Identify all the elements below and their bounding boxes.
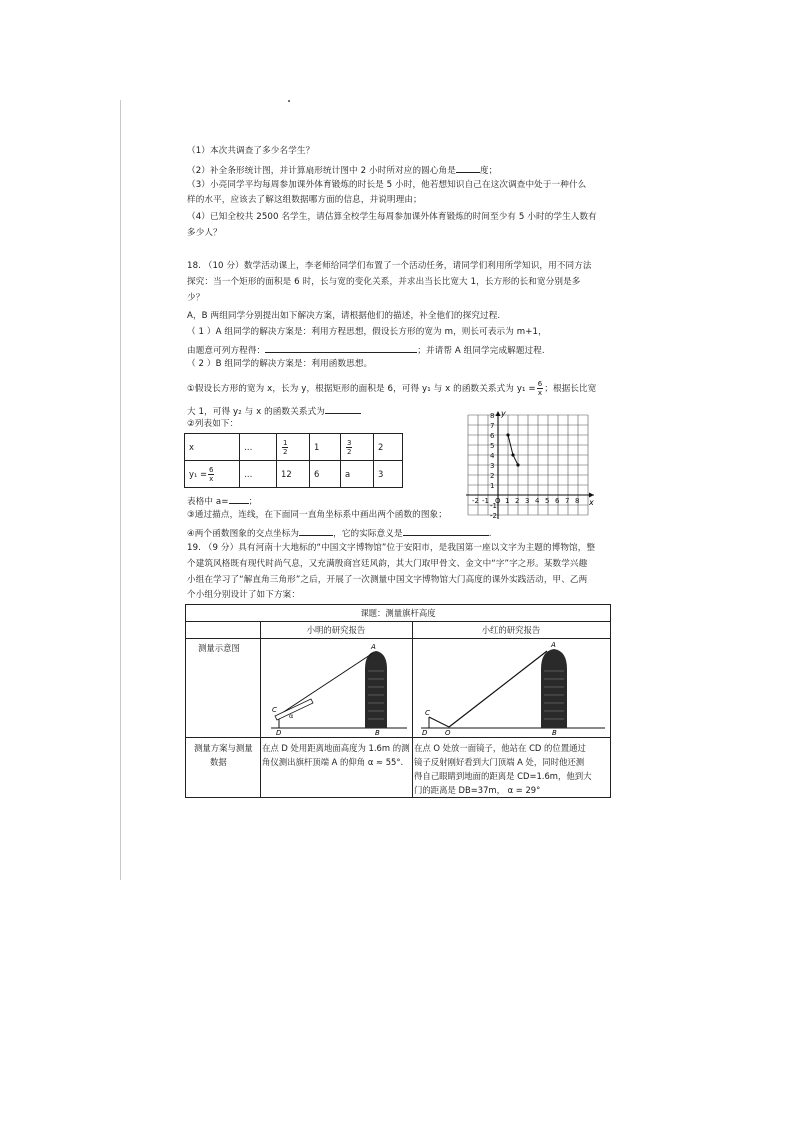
table-cell [277, 434, 310, 461]
q17-part4-line1: （4）已知全校共 2500 名学生，请估算全校学生每周参加课外体育锻炼的时间至少有 5 小时的学生人数有 [187, 212, 597, 222]
diagram-row-label: 测量示意图 [198, 643, 240, 653]
equation-suffix: ；并请帮 A 组同学完成解题过程. [417, 346, 545, 356]
step4-text-mid: ，它的实际意义是 [333, 529, 403, 539]
xiaohong-method-line1: 在点 O 处放一面镜子，他站在 CD 的位置通过 [414, 743, 586, 753]
divider [186, 621, 610, 622]
x-tick-label: 8 [575, 497, 580, 505]
hyperbola-sketch [506, 433, 519, 466]
y-axis-arrow [496, 411, 501, 416]
reflection-ray-to-top [449, 651, 547, 727]
six-over-x-fraction [537, 380, 544, 397]
table-a-end: ； [248, 497, 258, 507]
table-cell: … [240, 434, 277, 461]
q17-part1: （1）本次共调查了多少名学生？ [187, 146, 315, 156]
reflection-ray-to-eye [429, 717, 449, 727]
scan-speck [288, 100, 290, 102]
answer-blank [456, 163, 480, 173]
q18-group-b-line: （ 2 ）B 组同学的解决方案是：利用函数思想。 [187, 359, 373, 369]
equation-prompt: 由题意可列方程得： [187, 346, 266, 356]
xiaohong-method-line3: 得自己眼睛到地面的距离是 CD=1.6m，他到大 [414, 771, 592, 781]
fraction-numerator: 6 [209, 465, 214, 474]
fraction-denominator: x [537, 389, 543, 397]
method-row-label-line2: 数据 [210, 757, 227, 767]
y-tick-label: 3 [490, 462, 495, 470]
y-tick-label: 8 [490, 412, 495, 420]
fraction-numerator: 6 [537, 380, 543, 388]
fraction-numerator: 3 [347, 438, 352, 447]
table-cell: 1 [310, 434, 341, 461]
table-row [185, 461, 403, 488]
xiaoming-method-line1: 在点 D 处用距离地面高度为 1.6m 的测 [262, 743, 410, 753]
y1-label: y₁ = [189, 468, 207, 479]
y-tick-label: -2 [490, 512, 497, 520]
table-cell: 12 [277, 461, 310, 488]
xiaohong-report-header: 小红的研究报告 [481, 625, 541, 635]
table-cell: a [341, 461, 374, 488]
fraction-numerator: 1 [283, 438, 288, 447]
q18-group-a-line: （ 1 ）A 组同学的解决方案是：利用方程思想，假设长方形的宽为 m，则长可表示为 m+1， [187, 327, 547, 337]
three-halves-fraction [346, 439, 352, 456]
fraction-denominator: 2 [347, 447, 352, 456]
table-cell: x [185, 434, 240, 461]
point-a-label: A [551, 641, 556, 649]
y-tick-label: 4 [490, 452, 495, 460]
xiaohong-diagram [413, 639, 609, 736]
fraction-denominator: x [209, 474, 214, 483]
scheme-table [185, 604, 611, 798]
point-a-label: A [371, 643, 376, 651]
sight-line [279, 653, 373, 715]
point-d-label: D [422, 729, 428, 736]
x-tick-label: O [495, 497, 501, 505]
building-gate [365, 651, 387, 728]
y-tick-label: -1 [490, 502, 497, 510]
table-row [185, 434, 403, 461]
y-tick-label: 5 [490, 442, 495, 450]
y-tick-label: 6 [490, 432, 495, 440]
table-a-text: 表格中 a= [187, 497, 229, 507]
y-axis-label: y [501, 409, 506, 418]
q17-part3-line2: 样的水平，应该去了解这组数据哪方面的信息，并说明理由； [187, 195, 422, 205]
q18-intro-line1: 18. （10 分）数学活动课上，李老师给同学们布置了一个活动任务，请同学们利用所学知识，用不同方法 [187, 261, 592, 271]
six-over-x-fraction [208, 466, 214, 483]
q17-part2-unit: 度； [479, 166, 498, 176]
half-fraction [282, 439, 288, 456]
plotted-point [516, 463, 519, 466]
x-tick-label: -1 [482, 497, 489, 505]
table-cell [341, 434, 374, 461]
intersection-blank [299, 526, 333, 536]
q17-part2-text: （2）补全条形统计图，并计算扇形统计图中 2 小时所对应的圆心角是 [187, 166, 456, 176]
q18-table-a [187, 494, 257, 508]
xiaoming-method-line2: 角仪测出旗杆顶端 A 的仰角 α ≈ 55°. [262, 757, 404, 767]
x-tick-label: 2 [515, 497, 520, 505]
angle-alpha-label: α [289, 712, 294, 720]
step1-text: ①假设长方形的宽为 x，长为 y，根据矩形的面积是 6，可得 y₁ 与 x 的函数关系式为 y₁ = [187, 384, 536, 394]
step1-text-end: ；根据长比宽 [544, 384, 597, 394]
function-blank [325, 404, 361, 414]
step4-text: ④两个函数图象的交点坐标为 [187, 529, 300, 539]
fraction-denominator: 2 [283, 447, 288, 456]
q18-step4 [187, 526, 492, 540]
hyperbola-curve [508, 435, 518, 465]
value-table [184, 433, 403, 488]
scan-edge [120, 100, 121, 880]
xiaoming-diagram [261, 639, 411, 736]
step4-end: . [488, 529, 492, 539]
point-c-label: C [425, 709, 430, 717]
q17-part3-line1: （3）小亮同学平均每周参加课外体育锻炼的时长是 5 小时，他若想知识自己在这次调查中处于一种什么 [187, 180, 587, 190]
step1-cont-text: 大 1，可得 y₂ 与 x 的函数关系式为 [187, 407, 325, 417]
table-cell: 6 [310, 461, 341, 488]
q18-intro-line3: 少？ [187, 293, 205, 303]
point-b-label: B [552, 729, 557, 736]
table-cell: 3 [374, 461, 403, 488]
x-tick-label: 7 [565, 497, 570, 505]
x-tick-label: 6 [555, 497, 560, 505]
x-tick-label: 1 [505, 497, 510, 505]
q19-line4: 个小组分别设计了如下方案： [187, 590, 301, 600]
q18-step3: ③通过描点，连线，在下面同一直角坐标系中画出两个函数的图象； [187, 510, 447, 520]
x-axis-arrow [589, 493, 594, 498]
q18-equation-line [187, 343, 545, 357]
plotted-point [511, 453, 514, 456]
equation-blank [265, 343, 417, 353]
coordinate-graph [462, 409, 598, 521]
q18-step1 [187, 380, 596, 397]
q18-step2: ②列表如下： [187, 419, 239, 429]
q19-line1: 19. （9 分）具有河南十大地标的“中国文字博物馆”位于安阳市，是我国第一座以文字为主题的博物馆，整 [187, 543, 596, 553]
y-tick-label: 2 [490, 472, 495, 480]
a-blank [229, 494, 249, 504]
point-c-label: C [272, 706, 277, 714]
plotted-point [506, 433, 509, 436]
x-tick-label: -2 [472, 497, 479, 505]
table-cell: … [240, 461, 277, 488]
xiaohong-method-line4: 门的距离是 DB=37m， α = 29° [414, 785, 541, 795]
x-axis-label: x [589, 498, 594, 507]
q17-part2 [187, 163, 497, 177]
q17-part4-line2: 多少人？ [187, 228, 222, 238]
meaning-blank [403, 526, 489, 536]
xiaohong-method-line2: 镜子反射刚好看到大门顶端 A 处，同时他还测 [414, 757, 585, 767]
y-tick-label: 7 [490, 422, 495, 430]
q19-line2: 个建筑风格既有现代时尚气息，又充满殷商宫廷风韵，其大门取甲骨文、金文中“字”字之形。某数学兴趣 [187, 559, 588, 569]
q19-line3: 小组在学习了“解直角三角形”之后，开展了一次测量中国文字博物馆大门高度的课外实践活动，甲、乙两 [187, 575, 588, 585]
q18-groups-line: A，B 两组同学分别提出如下解决方案，请根据他们的描述，补全他们的探究过程. [187, 311, 501, 321]
table-cell [185, 461, 240, 488]
method-row-label-line1: 测量方案与测量 [194, 743, 253, 753]
point-b-label: B [375, 729, 380, 736]
xiaoming-report-header: 小明的研究报告 [306, 625, 366, 635]
q18-step1-cont [187, 404, 361, 418]
q18-intro-line2: 探究：当一个矩形的面积是 6 时，长与宽的变化关系，并求出当长比宽大 1，长方形的长和宽分别是多 [187, 277, 581, 287]
point-o-label: O [445, 729, 451, 736]
table-cell: 2 [374, 434, 403, 461]
divider [186, 737, 610, 738]
building-gate [541, 649, 567, 728]
point-d-label: D [276, 729, 282, 736]
x-tick-label: 3 [525, 497, 530, 505]
scheme-title: 课题：测量旗杆高度 [360, 608, 436, 618]
x-tick-label: 4 [535, 497, 540, 505]
y-tick-label: 1 [490, 482, 495, 490]
x-tick-label: 5 [545, 497, 550, 505]
clinometer [275, 699, 313, 720]
